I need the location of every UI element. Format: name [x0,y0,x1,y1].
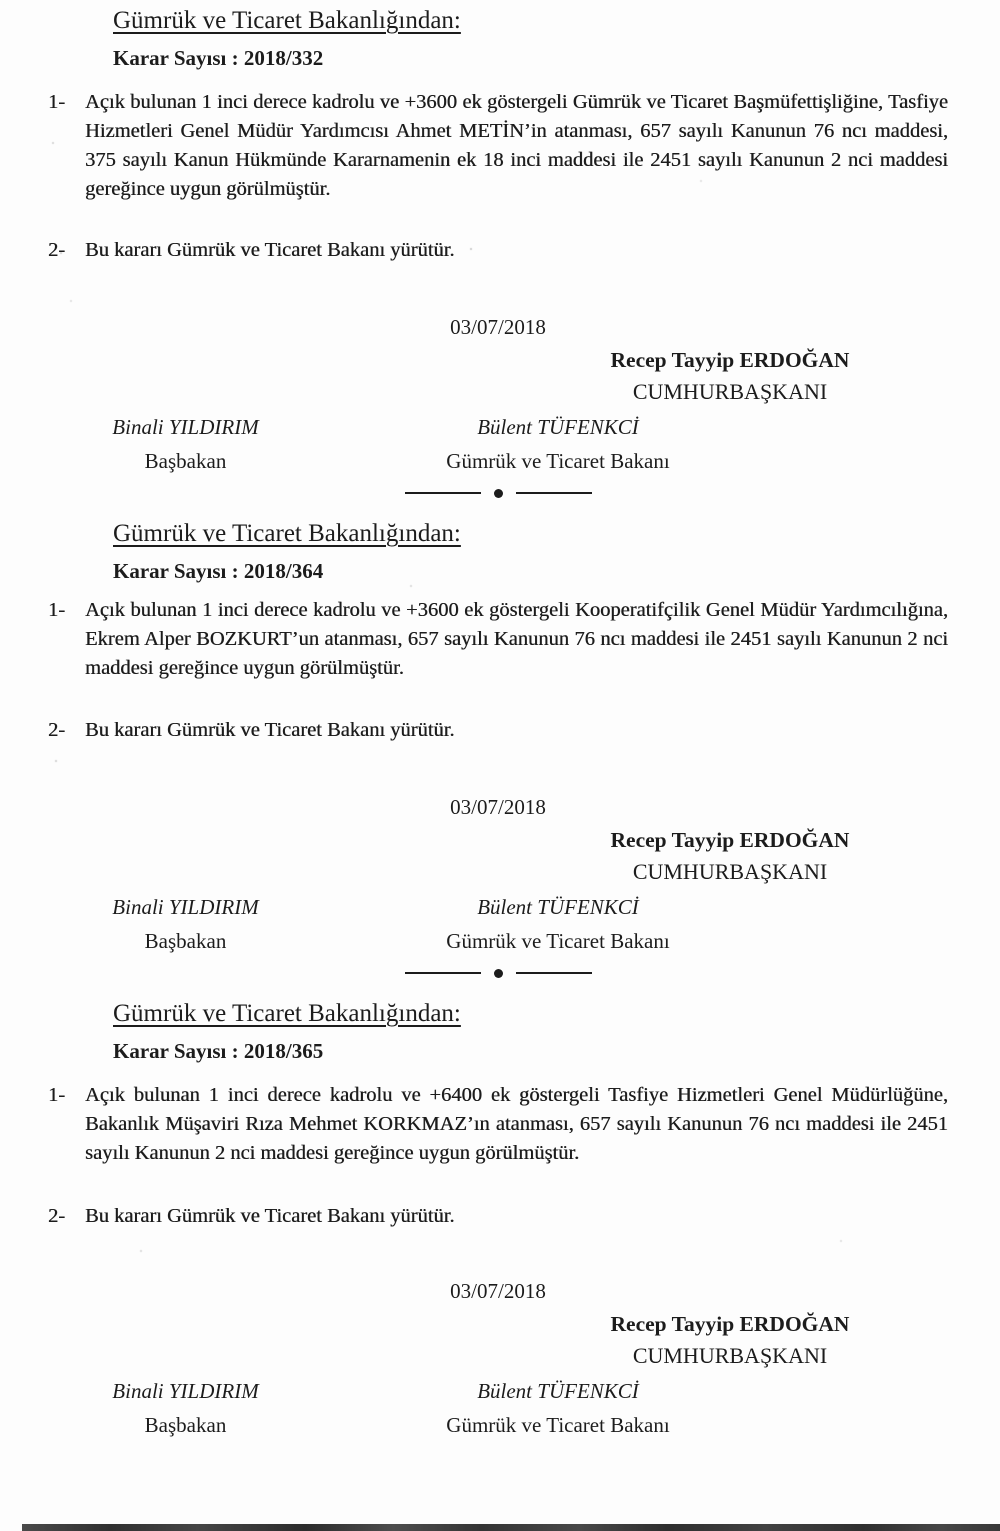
item-number: 1- [48,599,66,621]
signer-name: Binali YILDIRIM [112,415,259,439]
decision-date: 03/07/2018 [450,1279,546,1303]
signer-name: Binali YILDIRIM [112,895,259,919]
signer-minister [393,1378,723,1438]
ministry-heading: Gümrük ve Ticaret Bakanlığından: [113,520,461,547]
decree-item [48,596,948,683]
president-name: Recep Tayyip ERDOĞAN [610,1312,850,1336]
president-name: Recep Tayyip ERDOĞAN [610,828,850,852]
scan-noise-speckles [0,0,2,2]
president-signature-block [580,827,880,885]
decree-item [48,88,948,204]
signer-name: Bülent TÜFENKCİ [477,895,639,919]
item-text: Açık bulunan 1 inci derece kadrolu ve +3600 ek göstergeli Kooperatifçilik Genel Müdür Yardımcılığına, Ekrem Alper BOZKURT’un atanması, 657 sayılı Kanunun 76 ncı maddesi ile 2451 sayılı Kanunun 2 nci maddesi gereğince uygun görülmüştür. [85,599,948,679]
signer-name: Bülent TÜFENKCİ [477,415,639,439]
decree-2018-332 [48,6,948,498]
section-divider [48,488,948,498]
item-text: Bu kararı Gümrük ve Ticaret Bakanı yürütür. [85,1205,455,1227]
divider-line [405,492,481,494]
item-number: 1- [48,1084,66,1106]
divider-line [405,972,481,974]
president-signature-block [580,1311,880,1369]
signers-row [48,1378,948,1438]
signer-name: Bülent TÜFENKCİ [477,1379,639,1403]
signer-title: Gümrük ve Ticaret Bakanı [446,929,670,953]
signer-title: Başbakan [144,1413,227,1437]
item-number: 2- [48,1205,66,1227]
president-name: Recep Tayyip ERDOĞAN [610,348,850,372]
decision-number: Karar Sayısı : 2018/365 [113,1039,324,1063]
signer-minister [393,414,723,474]
signer-prime-minister [48,894,323,954]
decision-date: 03/07/2018 [450,315,546,339]
decision-date: 03/07/2018 [450,795,546,819]
item-number: 1- [48,91,66,113]
item-text: Açık bulunan 1 inci derece kadrolu ve +3600 ek göstergeli Gümrük ve Ticaret Başmüfettişliğine, Tasfiye Hizmetleri Genel Müdür Yardımcısı Ahmet METİN’in atanması, 657 sayılı Kanunun 76 ncı maddesi, 375 sayılı Kanun Hükmünde Kararnamenin ek 18 inci maddesi ile 2451 sayılı Kanunun 2 nci maddesi gereğince uygun görülmüştür. [85,91,948,200]
signer-title: Gümrük ve Ticaret Bakanı [446,1413,670,1437]
decree-2018-365 [48,999,948,1438]
item-text: Bu kararı Gümrük ve Ticaret Bakanı yürütür. [85,719,455,741]
signer-prime-minister [48,1378,323,1438]
signer-prime-minister [48,414,323,474]
signers-row [48,414,948,474]
president-signature-block [580,347,880,405]
divider-dot-icon [494,969,503,978]
decision-number: Karar Sayısı : 2018/332 [113,46,324,70]
decree-2018-364 [48,519,948,978]
item-text: Bu kararı Gümrük ve Ticaret Bakanı yürütür. [85,239,455,261]
decree-item [48,1202,948,1231]
ministry-heading: Gümrük ve Ticaret Bakanlığından: [113,1000,461,1027]
decree-item [48,1081,948,1168]
signer-title: Başbakan [144,449,227,473]
scan-artifact-bar [22,1524,1000,1531]
president-title: CUMHURBAŞKANI [632,1343,828,1368]
item-number: 2- [48,719,66,741]
signer-minister [393,894,723,954]
signer-name: Binali YILDIRIM [112,1379,259,1403]
signer-title: Başbakan [144,929,227,953]
divider-dot-icon [494,489,503,498]
divider-line [516,972,592,974]
item-number: 2- [48,239,66,261]
section-divider [48,968,948,978]
president-title: CUMHURBAŞKANI [632,859,828,884]
decree-item [48,236,948,265]
ministry-heading: Gümrük ve Ticaret Bakanlığından: [113,7,461,34]
item-text: Açık bulunan 1 inci derece kadrolu ve +6400 ek göstergeli Tasfiye Hizmetleri Genel Müdürlüğüne, Bakanlık Müşaviri Rıza Mehmet KORKMAZ’ın atanması, 657 sayılı Kanunun 76 ncı maddesi ile 2451 sayılı Kanunun 2 nci maddesi gereğince uygun görülmüştür. [85,1084,948,1164]
president-title: CUMHURBAŞKANI [632,379,828,404]
signer-title: Gümrük ve Ticaret Bakanı [446,449,670,473]
divider-line [516,492,592,494]
decree-item [48,716,948,745]
signers-row [48,894,948,954]
decision-number: Karar Sayısı : 2018/364 [113,559,324,583]
